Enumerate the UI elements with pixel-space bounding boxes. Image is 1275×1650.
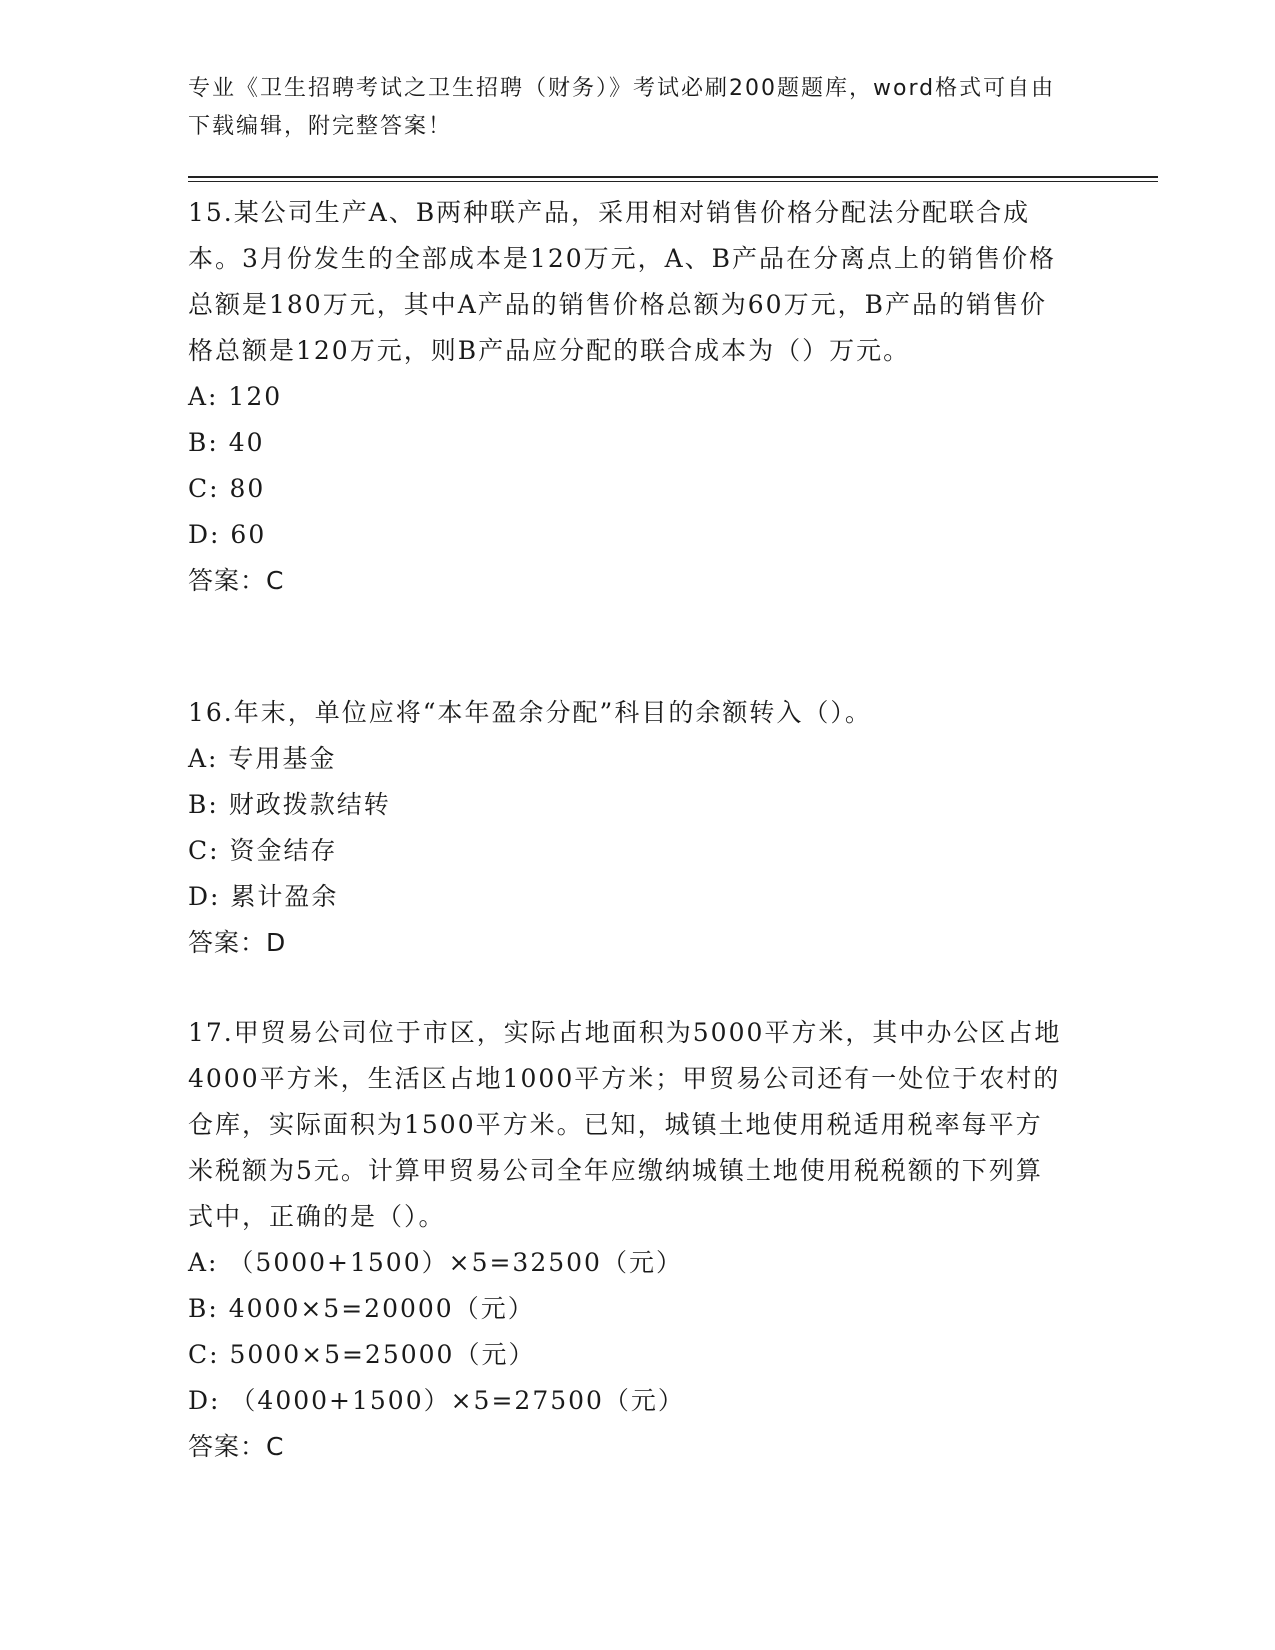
answer-line: 答案：C [188, 566, 285, 595]
option-c: C: 5000×5=25000（元） [188, 1340, 536, 1369]
question-17 [188, 1010, 1068, 1470]
question-stem: 16.年末，单位应将“本年盈余分配”科目的余额转入（）。 [188, 698, 872, 727]
option-c: C: 80 [188, 474, 266, 503]
question-stem: 17.甲贸易公司位于市区，实际占地面积为5000平方米，其中办公区占地4000平方米，生活区占地1000平方米；甲贸易公司还有一处位于农村的仓库，实际面积为1500平方米。已知，城镇土地使用税适用税率每平方米税额为5元。计算甲贸易公司全年应缴纳城镇土地使用税税额的下列算式中，正确的是（）。 [188, 1018, 1062, 1231]
option-a: A: （5000+1500）×5=32500（元） [188, 1248, 683, 1277]
option-b: B: 4000×5=20000（元） [188, 1294, 535, 1323]
answer-line: 答案：C [188, 1432, 285, 1461]
option-a: A: 专用基金 [188, 744, 337, 773]
header-divider-thick [188, 176, 1158, 178]
question-stem: 15.某公司生产A、B两种联产品，采用相对销售价格分配法分配联合成本。3月份发生的全部成本是120万元，A、B产品在分离点上的销售价格总额是180万元，其中A产品的销售价格总额为60万元，B产品的销售价格总额是120万元，则B产品应分配的联合成本为（）万元。 [188, 198, 1057, 365]
option-d: D: 60 [188, 520, 267, 549]
option-d: D: 累计盈余 [188, 882, 339, 911]
document-header: 专业《卫生招聘考试之卫生招聘（财务）》考试必刷200题题库，word格式可自由下载编辑，附完整答案！ [188, 76, 1056, 139]
answer-line: 答案：D [188, 928, 287, 957]
option-c: C: 资金结存 [188, 836, 338, 865]
option-b: B: 财政拨款结转 [188, 790, 391, 819]
option-d: D: （4000+1500）×5=27500（元） [188, 1386, 685, 1415]
question-15 [188, 190, 1068, 604]
header-divider-thin [188, 181, 1158, 182]
option-a: A: 120 [188, 382, 283, 411]
question-16 [188, 690, 1068, 966]
option-b: B: 40 [188, 428, 265, 457]
